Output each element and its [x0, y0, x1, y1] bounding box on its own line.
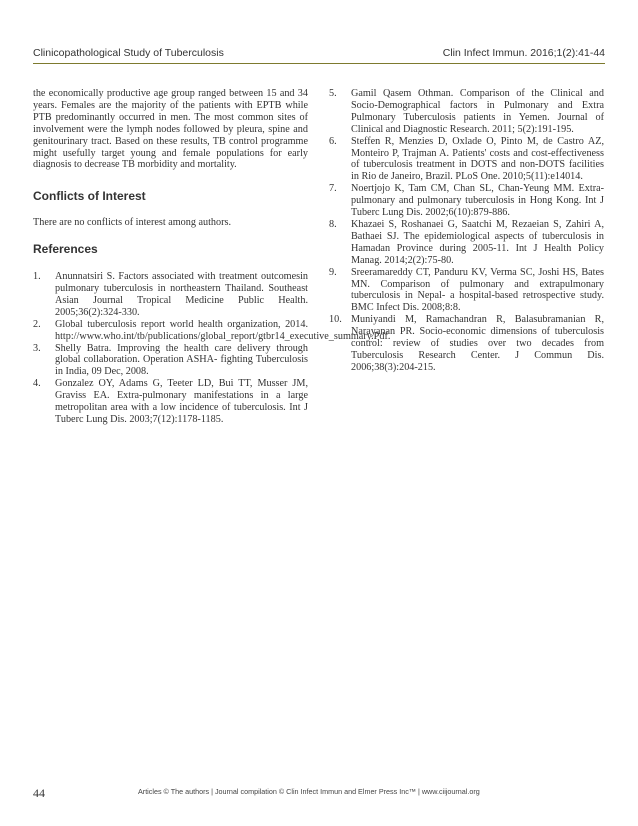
- reference-number: 9.: [329, 266, 337, 278]
- reference-item: [329, 183, 604, 219]
- reference-number: 8.: [329, 218, 337, 230]
- conflicts-heading: Conflicts of Interest: [33, 189, 146, 204]
- running-header: [33, 37, 605, 64]
- page-number: 44: [33, 786, 45, 800]
- right-column: [329, 88, 604, 374]
- reference-text: Khazaei S, Roshanaei G, Saatchi M, Rezaeian S, Zahiri A, Bathaei SJ. The epidemiological aspects of tuberculosis in Hamadan Province during 2005-11. Int J Health Policy Manag. 2014;2(2):75-80.: [351, 218, 604, 266]
- conflicts-text: There are no conflicts of interest among authors.: [33, 217, 232, 229]
- reference-text: Anunnatsiri S. Factors associated with treatment outcomesin pulmonary tuberculosis in northeastern Thailand. Southeast Asian Journal Tropical Medicine Public Health. 2005;36(2):324-330.: [55, 271, 308, 318]
- footer-credits: Articles © The authors | Journal compilation © Clin Infect Immun and Elmer Press Inc™ | www.ciijournal.org: [138, 787, 480, 796]
- references-list-right: [329, 88, 604, 374]
- reference-number: 7.: [329, 183, 337, 195]
- reference-text: Steffen R, Menzies D, Oxlade O, Pinto M, de Castro AZ, Monteiro P, Trajman A. Patients' costs and cost-effectiveness of tuberculosis treatment in DOTS and non-DOTS facilities in Rio de Janeiro, Brazil. PLoS One. 2010;5(11):e14014.: [351, 135, 604, 183]
- reference-text: Global tuberculosis report world health organization, 2014. http://www.who.int/tb/publications/global_report/gtbr14_executive_summary.Pdf.: [55, 318, 391, 342]
- reference-number: 2.: [33, 318, 41, 330]
- reference-text: Sreeramareddy CT, Panduru KV, Verma SC, Joshi HS, Bates MN. Comparison of pulmonary and extrapulmonary tuberculosis in Nepal- a hospital-based retrospective study. BMC Infect Dis. 2008;8:8.: [351, 266, 604, 314]
- reference-text: Muniyandi M, Ramachandran R, Balasubramanian R, Narayanan PR. Socio-economic dimensions of tuberculosis control: review of studies over two decades from Tuberculosis Research Center. J Commun Dis. 2006;38(3):204-215.: [351, 314, 604, 373]
- reference-number: 3.: [33, 342, 41, 354]
- journal-citation: Clin Infect Immun. 2016;1(2):41-44: [442, 47, 605, 59]
- reference-text: Shelly Batra. Improving the health care delivery through global collaboration. Operation ASHA- fighting Tuberculosis in India, 09 Dec, 2008.: [55, 342, 308, 378]
- reference-item: [33, 378, 308, 426]
- reference-item: [329, 219, 604, 267]
- reference-item: [329, 267, 604, 315]
- reference-item: [33, 271, 308, 319]
- running-title: Clinicopathological Study of Tuberculosis: [33, 47, 224, 59]
- reference-number: 4.: [33, 378, 41, 390]
- reference-item: [33, 343, 308, 379]
- reference-number: 1.: [33, 271, 41, 283]
- reference-number: 5.: [329, 88, 337, 99]
- reference-item: [329, 314, 604, 374]
- reference-item: [329, 136, 604, 184]
- reference-text: Noertjojo K, Tam CM, Chan SL, Chan-Yeung MM. Extra-pulmonary and pulmonary tuberculosis in Hong Kong. Int J Tuberc Lung Dis. 2002;6(10):879-886.: [351, 183, 604, 219]
- reference-number: 10.: [329, 314, 342, 326]
- reference-item: [329, 88, 604, 136]
- reference-text: Gamil Qasem Othman. Comparison of the Clinical and Socio-Demographical factors in Pulmonary and Extra Pulmonary Tuberculosis patients in Yemen. Journal of Clinical and Diagnostic Research. 2011; 5(2):191-195.: [351, 88, 604, 135]
- intro-paragraph: the economically productive age group ranged between 15 and 34 years. Females are the majority of the patients with EPTB while PTB predominantly occurred in men. The most common sites of involvement were the lymph nodes followed by pleura, spine and genitourinary tract. Based on these results, TB control programme might usefully target young and female populations for early diagnosis to decrease TB morbidity and mortality.: [33, 88, 308, 171]
- reference-number: 6.: [329, 135, 337, 147]
- reference-text: Gonzalez OY, Adams G, Teeter LD, Bui TT, Musser JM, Graviss EA. Extra-pulmonary manifestations in a large metropolitan area with a low incidence of tuberculosis. Int J Tuberc Lung Dis. 2003;7(12):1178-1185.: [55, 378, 308, 425]
- references-heading: References: [33, 242, 98, 257]
